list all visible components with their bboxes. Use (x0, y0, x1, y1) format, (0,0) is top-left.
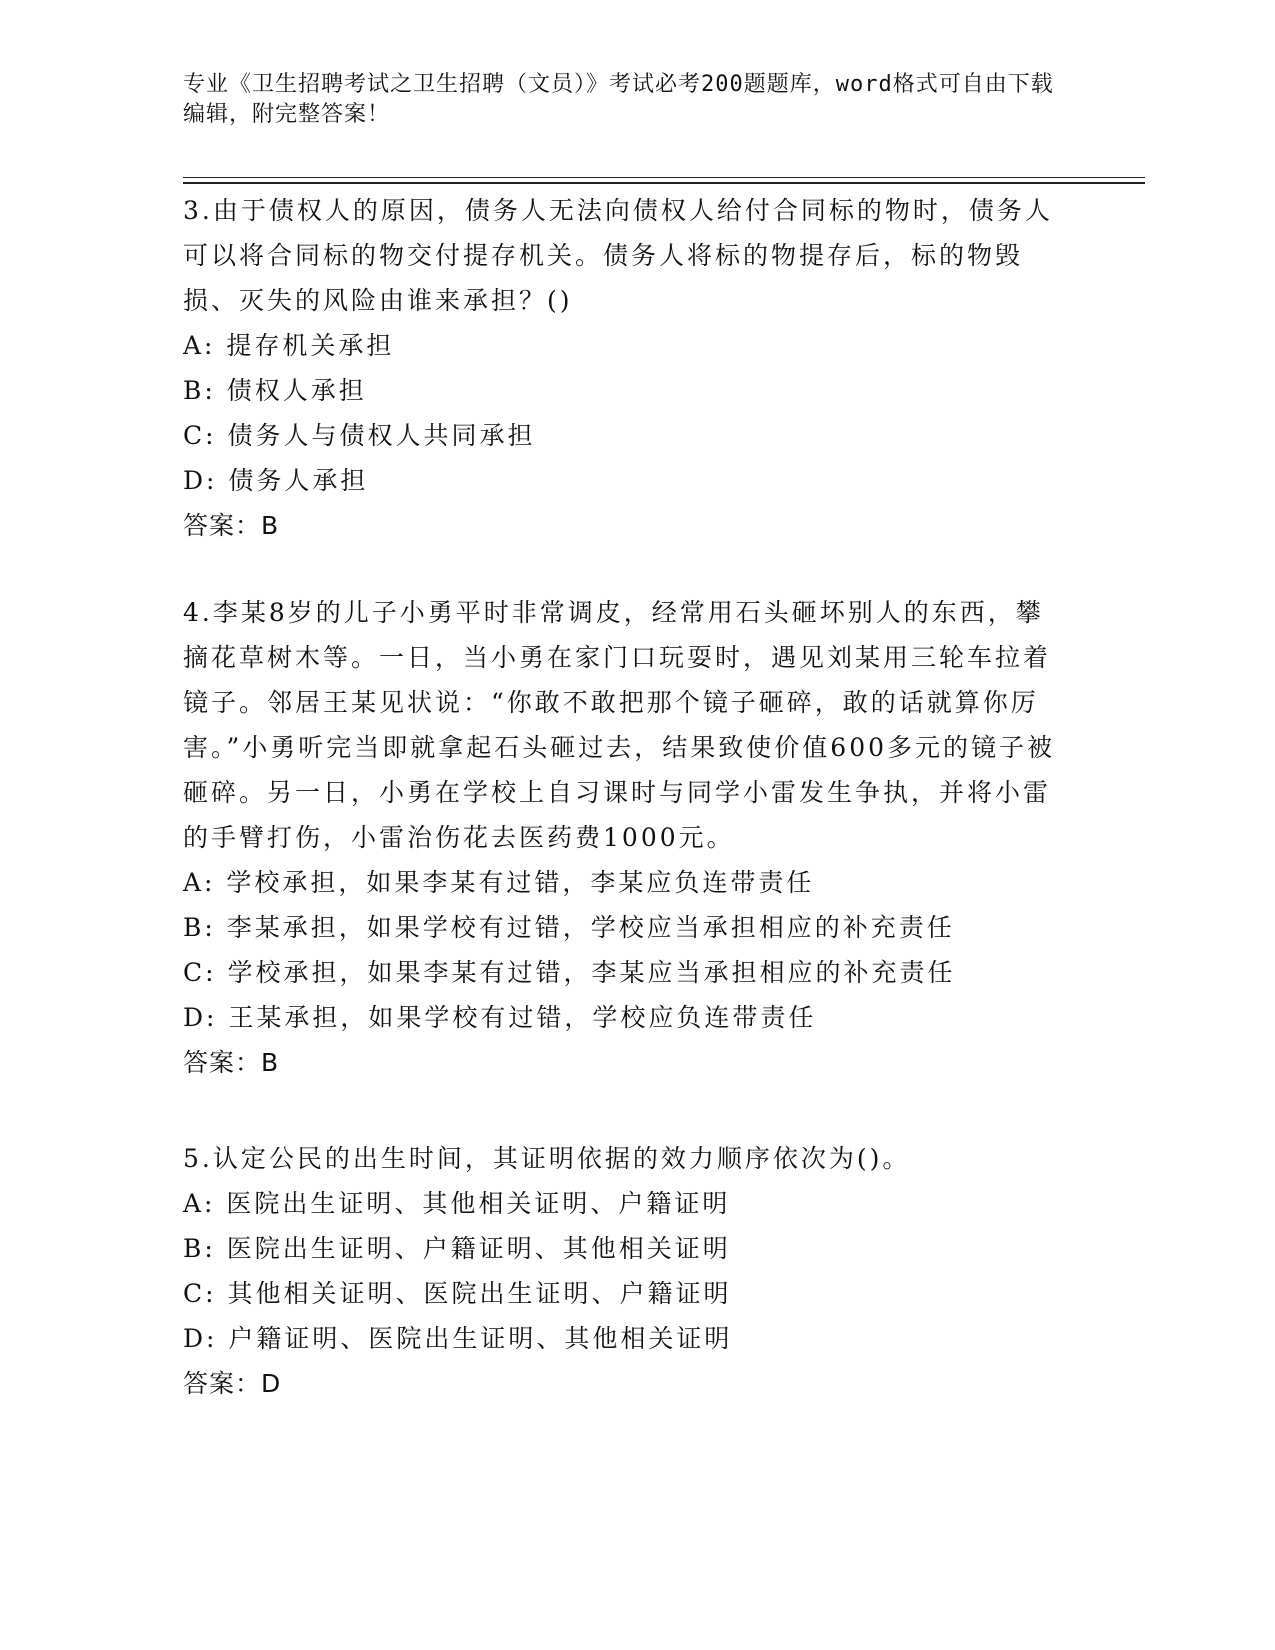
answer-line: 答案：B (183, 511, 280, 540)
question-stem: 5.认定公民的出生时间，其证明依据的效力顺序依次为()。 (183, 1144, 911, 1173)
header-divider-thick (183, 182, 1145, 184)
option-c: C: 其他相关证明、医院出生证明、户籍证明 (183, 1279, 732, 1308)
option-a: A: 学校承担，如果李某有过错，李某应负连带责任 (183, 868, 815, 897)
option-c: C: 债务人与债权人共同承担 (183, 421, 536, 450)
header-divider-thin (183, 177, 1145, 178)
option-b: B: 债权人承担 (183, 376, 367, 405)
option-b: B: 医院出生证明、户籍证明、其他相关证明 (183, 1234, 731, 1263)
question-block (183, 1136, 1063, 1406)
question-stem: 3.由于债权人的原因，债务人无法向债权人给付合同标的物时，债务人可以将合同标的物交付提存机关。债务人将标的物提存后，标的物毁损、灭失的风险由谁来承担？() (183, 196, 1053, 315)
question-stem: 4.李某8岁的儿子小勇平时非常调皮，经常用石头砸坏别人的东西，攀摘花草树木等。一日，当小勇在家门口玩耍时，遇见刘某用三轮车拉着镜子。邻居王某见状说：“你敢不敢把那个镜子砸碎，敢的话就算你厉害。”小勇听完当即就拿起石头砸过去，结果致使价值600多元的镜子被砸碎。另一日，小勇在学校上自习课时与同学小雷发生争执，并将小雷的手臂打伤，小雷治伤花去医药费1000元。 (183, 598, 1056, 852)
option-c: C: 学校承担，如果李某有过错，李某应当承担相应的补充责任 (183, 958, 956, 987)
answer-line: 答案：D (183, 1369, 282, 1398)
document-header: 专业《卫生招聘考试之卫生招聘（文员）》考试必考200题题库，word格式可自由下载编辑，附完整答案！ (183, 72, 1054, 127)
option-a: A: 医院出生证明、其他相关证明、户籍证明 (183, 1189, 731, 1218)
option-a: A: 提存机关承担 (183, 331, 395, 360)
question-block (183, 188, 1063, 548)
option-d: D: 户籍证明、医院出生证明、其他相关证明 (183, 1324, 733, 1353)
option-d: D: 王某承担，如果学校有过错，学校应负连带责任 (183, 1003, 817, 1032)
question-block (183, 590, 1063, 1085)
answer-line: 答案：B (183, 1048, 280, 1077)
option-b: B: 李某承担，如果学校有过错，学校应当承担相应的补充责任 (183, 913, 955, 942)
option-d: D: 债务人承担 (183, 466, 369, 495)
